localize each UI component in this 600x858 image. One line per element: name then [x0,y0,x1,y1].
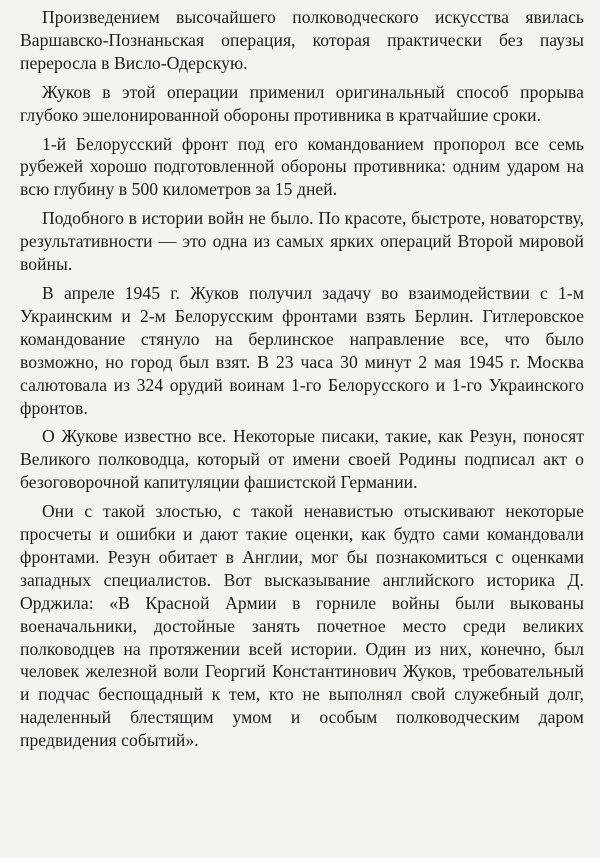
paragraph-3: 1-й Белорусский фронт под его командованием пропорол все семь рубежей хорошо подготовленной обороны противника: одним ударом на всю глубину в 500 километров за 15 дней. [20,133,584,200]
paragraph-6: О Жукове известно все. Некоторые писаки, такие, как Резун, поносят Великого полководца, который от имени своей Родины подписал акт о безоговорочной капитуляции фашистской Германии. [20,426,584,493]
paragraph-4: Подобного в истории войн не было. По красоте, быстроте, новаторству, результативности — это одна из самых ярких операций Второй мировой войны. [20,208,584,275]
paragraph-5: В апреле 1945 г. Жуков получил задачу во взаимодействии с 1-м Украинским и 2-м Белорусским фронтами взять Берлин. Гитлеровское командование стянуло на берлинское направление все, что было возможно, но город был взят. В 23 часа 30 минут 2 мая 1945 г. Москва салютовала из 324 орудий воинам 1-го Белорусского и 1-го Украинского фронтов. [20,282,584,418]
paragraph-1: Произведением высочайшего полководческого искусства явилась Варшавско-Познаньская операция, которая практически без паузы переросла в Висло-Одерскую. [20,7,584,73]
paragraph-7: Они с такой злостью, с такой ненавистью отыскивают некоторые просчеты и ошибки и дают такие оценки, как будто сами командовали фронтами. Резун обитает в Англии, мог бы познакомиться с оценками западных специалистов. Вот высказывание английского историка Д. Орджила: «В Красной Армии в горниле войны были выкованы военачальники, достойные занять почетное место среди великих полководцев на протяжении всей истории. Один из них, конечно, был человек железной воли Георгий Константинович Жуков, требовательный и подчас беспощадный к тем, кто не выполнял свой служебный долг, наделенный блестящим умом и особым полководческим даром предвидения событий». [20,501,584,751]
paragraph-2: Жуков в этой операции применил оригинальный способ прорыва глубоко эшелонированной обороны противника в кратчайшие сроки. [20,81,584,125]
